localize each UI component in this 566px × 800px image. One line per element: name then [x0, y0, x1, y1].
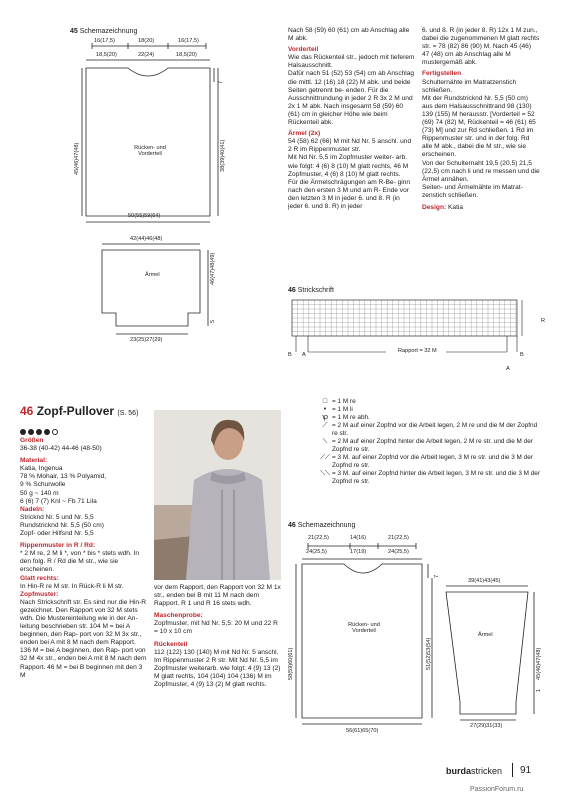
ruecken-text: 112 (122) 130 (140) M mit Nd Nr. 5 anschl. Im Rippenmuster 2 R str. Mit Nd Nr. 5,5 im Zopfmuster weiterarb. wie folgt: 4 (9) 13 (2) M glatt rechts, 104 (104) 104 (136) M im Zopfmuster, 4 (9) 13 (2) M glatt rechts. — [154, 648, 281, 689]
zopf-heading: Zopfmuster: — [20, 590, 59, 598]
masche-text: Zopfmuster, mit Nd Nr. 5,5: 20 M und 22 R = 10 x 10 cm — [154, 620, 278, 636]
schema46-top-right: 21(22,5) — [388, 535, 409, 541]
schema45-top-left: 16(17,5) — [94, 38, 115, 44]
schema46-neck-depth: 7 — [434, 574, 440, 578]
c1-p7: Für die Ärmelschrägungen am R-Be- ginn nach den ersten 3 M und am R- Ende vor den letzten 3 M in jeder 6. und 8. R (in jeder 6. und 8. R) in jeder — [288, 178, 411, 210]
schema46-neck-mid: 17(19) — [350, 549, 367, 555]
material-heading: Material: — [20, 457, 48, 465]
legend-row-0 — [318, 398, 544, 406]
schema45-sleeve-cuff: 5 — [210, 319, 216, 323]
nadeln-line-2: Zopf- oder Hilfsnd Nr. 5,5 — [20, 530, 94, 538]
mid-p1: vor dem Rapport, den Rapport von 32 M 1x str., enden bei B mit 11 M nach dem Rapport. R 1 und R 16 stets wdh. — [154, 584, 281, 608]
schema45-sleeve-height: 46(47)48(49) — [210, 252, 216, 285]
c2-p3: Mit der Rundstricknd Nr. 5,5 (50 cm) aus dem Halsausschnittrand 98 (130) 139 (155) M herausstr. [Vorderteil = 52 (69) 74 (82) M, Rückenteil = 46 (61) 65 (73) M] und zur Rd schließen. 1 Rd im Rippenmuster str. und in der folg. Rd alle M abk., dabei die M str., wie sie erscheinen. — [422, 94, 536, 159]
schema46-sleeve-cuff: 1 — [536, 688, 542, 692]
design-label: Design: — [422, 203, 447, 211]
material-line-2: 9 % Schurwolle — [20, 481, 66, 489]
legend-sym-4: ⟍ — [322, 438, 328, 445]
c2-h-fertig: Fertigstellen — [422, 70, 462, 78]
schema45-top-right: 16(17,5) — [178, 38, 199, 44]
legend-sym-2: ꝕ — [321, 414, 329, 421]
schema45-body-label: Rücken- und Vorderteil — [134, 145, 166, 157]
legend-txt-2: = 1 M re abh. — [332, 414, 370, 421]
schema45-top-mid: 18(20) — [138, 38, 155, 44]
chart-mark-b-right: B — [520, 352, 524, 358]
schema45-num: 45 — [70, 28, 78, 35]
masche-heading: Maschenprobe: — [154, 612, 203, 620]
zopf-text: Nach Strickschrift str. Es sind nur die Hin-R gezeichnet. Den Rapport von 32 M stets wdh. Die Mustereinteilung wie in der An- leitung beschrieben str. 104 M = bei A beginnen, den Rap- port von 32 M 3x str., enden bei A mit 8 M nach dem Rapport. 136 M = bei A beginnen, den Rap- port von 32 M 4x str., enden bei A mit 8 M nach dem Rapport. 46 M = bei B beginnen mit den 3 M — [20, 598, 147, 679]
text-column-1 — [288, 27, 416, 211]
legend-sym-3: ⟋ — [322, 422, 328, 429]
schema45-sleeve-bottom: 23(25)27(29) — [130, 337, 163, 343]
c1-p2: Wie das Rückenteil str., jedoch mit tieferem Halsausschnitt. — [288, 54, 415, 70]
schema45-heading — [70, 28, 137, 35]
design-credit — [422, 204, 540, 212]
chart-mark-b-left: B — [288, 352, 292, 358]
schema45-label: Schemazeichnung — [79, 28, 138, 35]
legend-row-2 — [318, 414, 544, 422]
c1-h-vorderteil: Vorderteil — [288, 46, 319, 54]
glatt-text: In Hin-R re M str. In Rück-R li M str. — [20, 582, 124, 590]
schema46-neck-left: 24(25,5) — [306, 549, 327, 555]
pattern-details — [20, 437, 148, 680]
difficulty-dot-4 — [44, 429, 50, 435]
c2-p4: Von der Schulternaht 19,5 (20,5) 21,5 (22,5) cm nach li und re messen und die Ärmel annähen. — [422, 159, 540, 183]
schema45-sleeve-top: 42(44)46(48) — [130, 236, 163, 242]
material-line-0: Katia, Ingenua — [20, 465, 63, 473]
footer-brand-main: burda — [446, 766, 472, 776]
c2-p2: Schulternähte im Matratzenstich schließen. — [422, 78, 517, 94]
legend-row-1 — [318, 406, 544, 414]
pattern-page-ref: (S. 56) — [117, 410, 139, 417]
difficulty-dot-2 — [28, 429, 34, 435]
nadeln-heading: Nadeln: — [20, 505, 45, 513]
footer-brand — [446, 766, 502, 776]
schema45-neck-right: 18,5(20) — [176, 52, 197, 58]
pattern-title-text: Zopf-Pullover — [36, 404, 115, 418]
legend-txt-5: = 3 M. auf einer Zopfnd vor die Arbeit legen, 3 M re str. und die 3 M der Zopfnd re str. — [332, 454, 533, 469]
legend-row-3 — [318, 422, 544, 438]
design-name: Katia — [448, 203, 464, 211]
c1-p3: Dafür nach 51 (52) 53 (54) cm ab Anschlag die mittl. 12 (16) 18 (22) M abk. und beide Seiten getrennt be- enden. Für die Ausschnittrundung in jeder 2 R 3x 2 M und 2x 1 M abk. Nach insgesamt 58 (59) 60 (61) cm in gleicher Höhe wie beim Rückenteil abk. — [288, 70, 415, 127]
legend-txt-0: = 1 M re — [332, 398, 356, 405]
legend-txt-4: = 2 M auf einer Zopfnd hinter die Arbeit legen, 2 M re str. und die M der Zopfnd re str. — [332, 438, 533, 453]
footer-divider — [512, 763, 513, 777]
chart46-num: 46 — [288, 287, 296, 294]
footer-brand-sub: stricken — [471, 766, 503, 776]
legend-sym-1: • — [323, 406, 327, 413]
c1-p0: Nach 58 (59) 60 (61) cm ab Anschlag alle M abk. — [288, 27, 410, 43]
rippen-text: * 2 M re, 2 M li *, von * bis * stets wdh. In den folg. R / Rd die M str., wie sie erscheinen. — [20, 550, 140, 574]
schema46-label: Schemazeichnung — [297, 522, 356, 529]
model-illustration — [154, 410, 281, 580]
ruecken-heading: Rückenteil — [154, 640, 188, 648]
schema46-height-left: 58(59)60(61) — [288, 647, 294, 680]
middle-column — [154, 584, 282, 689]
chart-mark-a-left: A — [302, 352, 306, 358]
schema46-heading — [288, 522, 355, 529]
chart-mark-r: R — [541, 318, 546, 324]
schema46-bottom: 56(61)65(70) — [346, 728, 379, 734]
legend-sym-6: ⟍⟍ — [320, 470, 330, 477]
chart46-label: Strickschrift — [297, 287, 334, 294]
schema46-neck-right: 24(25,5) — [388, 549, 409, 555]
legend — [318, 398, 544, 486]
schema46-num: 46 — [288, 522, 296, 529]
schema46-sleeve-height: 45(46)47(48) — [536, 647, 542, 680]
difficulty-dot-5 — [52, 429, 58, 435]
legend-txt-1: = 1 M li — [332, 406, 353, 413]
pattern-title — [20, 404, 138, 418]
schema45-neck-left: 18,5(20) — [96, 52, 117, 58]
rippen-heading: Rippenmuster in R / Rd: — [20, 542, 96, 550]
schema45-height-left: 45(46)47(48) — [74, 142, 80, 175]
c1-h-aermel: Ärmel (2x) — [288, 130, 321, 138]
legend-row-6 — [318, 470, 544, 486]
model-photo — [154, 410, 281, 580]
watermark: PassionForum.ru — [470, 786, 524, 793]
text-column-2 — [422, 27, 540, 212]
schema45-sleeve-label: Ärmel — [145, 272, 160, 278]
legend-row-5 — [318, 454, 544, 470]
c1-p6: Mit Nd Nr. 5,5 im Zopfmuster weiter- arb. wie folgt: 4 (6) 8 (10) M glatt rechts, 46 M Zopfmuster, 4 (6) 8 (10) M glatt rechts. — [288, 154, 409, 178]
schema46-body-label: Rücken- und Vorderteil — [348, 622, 380, 634]
schema46-top-left: 21(22,5) — [308, 535, 329, 541]
schema45-drawing — [70, 38, 230, 348]
nadeln-line-1: Rundstricknd Nr. 5,5 (50 cm) — [20, 521, 104, 529]
legend-txt-6: = 3 M. auf einer Zopfnd hinter die Arbeit legen, 3 M re str. und die 3 M der Zopfnd re str. — [332, 470, 540, 485]
difficulty-dot-3 — [36, 429, 42, 435]
schema46-height-right: 51(52)53(54) — [426, 637, 432, 670]
material-line-4: 6 (6) 7 (7) Knl ~ Fb 71 Lila — [20, 497, 97, 505]
pattern-num: 46 — [20, 404, 34, 418]
legend-sym-0: □ — [322, 398, 328, 405]
schema46-drawing — [288, 532, 550, 762]
c1-p5: 54 (58) 62 (66) M mit Nd Nr. 5 anschl. und 2 R im Rippenmuster str. — [288, 138, 412, 154]
glatt-heading: Glatt rechts: — [20, 574, 59, 582]
schema45-height-right: 38(39)40(41) — [220, 139, 226, 172]
groessen-heading: Größen — [20, 437, 44, 444]
schema46-sleeve-bottom: 27(29)31(33) — [470, 723, 503, 729]
strickschrift-chart — [286, 296, 546, 376]
schema45-neck-mid: 22(24) — [138, 52, 155, 58]
chart46-heading — [288, 287, 334, 294]
groessen-value: 36-38 (40-42) 44-46 (48-50) — [20, 445, 102, 453]
schema45-neck-depth: 7 — [218, 80, 224, 84]
page-number: 91 — [520, 765, 532, 776]
nadeln-line-0: Stricknd Nr. 5 und Nr. 5,5 — [20, 513, 94, 521]
schema46-top-mid: 14(16) — [350, 535, 367, 541]
c2-p0: 6. und 8. R (in jeder 8. R) 12x 1 M zun., dabei die zugenommenen M glatt rechts str. = 78 (82) 86 (90) M. Nach 45 (46) 47 (48) cm ab Anschlag alle M mustergemäß abk. — [422, 27, 540, 67]
chart-rapport: Rapport = 32 M — [398, 348, 437, 354]
c2-p5: Seiten- und Ärmelnähte im Matrat- zenstich schließen. — [422, 183, 523, 199]
legend-sym-5: ⟋⟋ — [320, 454, 330, 461]
material-line-1: 78 % Mohair, 13 % Polyamid, — [20, 473, 107, 481]
schema46-sleeve-top: 39(41)43(45) — [468, 578, 501, 584]
schema45-bottom: 50(55)59(64) — [128, 213, 161, 219]
chart-mark-a-right: A — [506, 366, 510, 372]
material-line-3: 50 g ~ 140 m — [20, 489, 59, 497]
schema46-sleeve-label: Ärmel — [478, 632, 493, 638]
legend-row-4 — [318, 438, 544, 454]
difficulty-dot-1 — [20, 429, 26, 435]
legend-txt-3: = 2 M auf einer Zopfnd vor die Arbeit legen, 2 M re und die M der Zopfnd re str. — [332, 422, 538, 437]
